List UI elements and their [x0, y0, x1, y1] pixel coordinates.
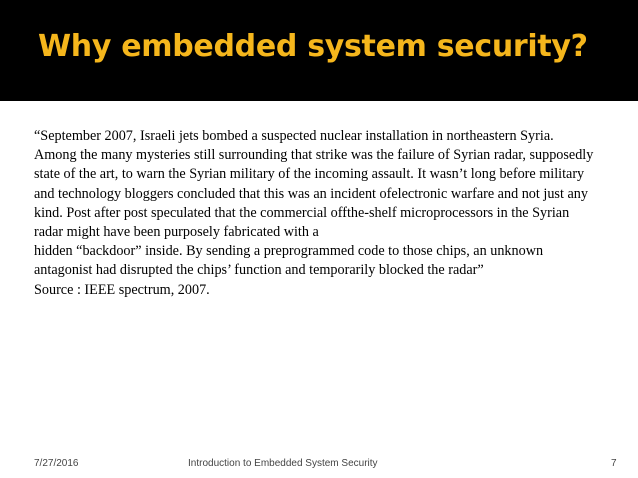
quote-line-8: antagonist had disrupted the chips’ function and temporarily blocked the radar” — [34, 262, 484, 279]
quote-line-6: radar might have been purposely fabricated with a — [34, 224, 319, 241]
footer-title: Introduction to Embedded System Security — [188, 458, 378, 469]
slide-title: Why embedded system security? — [38, 29, 588, 64]
quote-line-2: Among the many mysteries still surrounding that strike was the failure of Syrian radar, supposedly — [34, 147, 594, 164]
quote-line-5: kind. Post after post speculated that the commercial offthe-shelf microprocessors in the Syrian — [34, 204, 570, 221]
quote-line-4: and technology bloggers concluded that this was an incident ofelectronic warfare and not just any — [34, 185, 588, 202]
quote-line-1: “September 2007, Israeli jets bombed a suspected nuclear installation in northeastern Syria. — [34, 128, 554, 144]
quote-line-7: hidden “backdoor” inside. By sending a preprogrammed code to those chips, an unknown — [34, 243, 544, 260]
quote-line-3: state of the art, to warn the Syrian military of the incoming assault. It wasn’t long before military — [34, 166, 585, 183]
page-number: 7 — [611, 458, 617, 469]
quote-body — [34, 127, 614, 300]
source-citation: Source : IEEE spectrum, 2007. — [34, 281, 210, 298]
title-bar — [0, 0, 638, 101]
footer-date: 7/27/2016 — [34, 458, 79, 469]
